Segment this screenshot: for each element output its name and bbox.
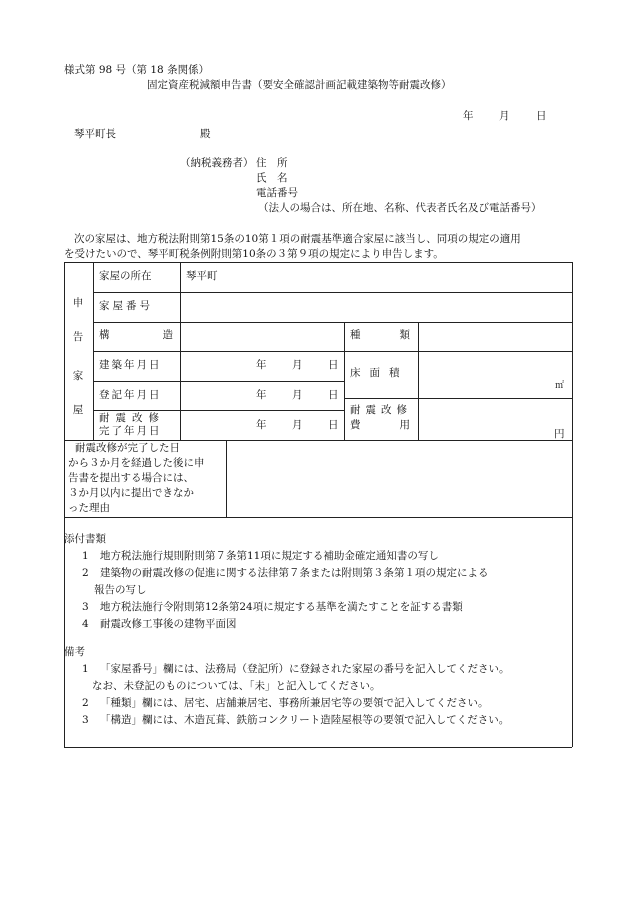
taxpayer-corporate-note: （法人の場合は、所在地、名称、代表者氏名及び電話番号） [258,202,542,214]
attachments-heading: 添付書類 [64,533,106,545]
date-month: 月 [499,110,510,122]
intro-text-line1: 次の家屋は、地方税法附則第15条の10第１項の耐震基準適合家屋に該当し、同項の規定の適用 [74,233,521,245]
remark-item: 1 「家屋番号」欄には、法務局（登記所）に登録された家屋の番号を記入してください。 [82,663,510,675]
type-label: 種 類 [350,329,410,341]
declared-house-side-label: 申 告 家 屋 [72,297,84,416]
form-number: 様式第 98 号（第 18 条関係） [64,64,210,76]
attachment-item: 1 地方税法施行規則附則第７条第11項に規定する補助金確定通知書の写し [82,550,439,562]
built-date-label: 建築年月日 [99,359,162,371]
retrofit-cost-unit: 円 [554,428,565,440]
remark-item: 2 「種類」欄には、居宅、店舗兼居宅、事務所兼居宅等の要領で記入してください。 [82,697,489,709]
retrofit-date-year: 年 [256,419,267,431]
attachment-item: 3 地方税法施行令附則第12条第24項に規定する基準を満たすことを証する書類 [82,601,463,613]
registered-date-month: 月 [292,389,303,401]
location-label: 家屋の所在 [99,270,152,282]
taxpayer-name-label: 氏 名 [256,172,288,184]
built-date-day: 日 [328,359,339,371]
retrofit-date-label-line1: 耐震改修 [99,412,165,424]
remark-item: 3 「構造」欄には、木造瓦葺、鉄筋コンクリート造陸屋根等の要領で記入してください。 [82,714,510,726]
registered-date-day: 日 [328,389,339,401]
attachment-item: 4 耐震改修工事後の建物平面図 [82,618,237,630]
date-year: 年 [463,110,474,122]
side-label-last: 屋 [72,404,84,416]
floor-area-unit: ㎡ [555,381,565,391]
registered-date-year: 年 [256,389,267,401]
addressee-honorific: 殿 [200,128,211,140]
attachment-item: 2 建築物の耐震改修の促進に関する法律第７条または附則第３条第１項の規定による [82,567,489,579]
attachments-section [64,531,572,633]
taxpayer-address-label: 住 所 [256,157,288,169]
house-number-label: 家屋番号 [99,300,153,312]
intro-text-line2: を受けたいので、琴平町税条例附則第10条の３第９項の規定により申告します。 [64,248,444,260]
built-date-year: 年 [256,359,267,371]
retrofit-date-day: 日 [328,419,339,431]
date-day: 日 [536,110,547,122]
remark-item-continuation: なお、未登記のものについては、「未」と記入してください。 [92,680,381,692]
addressee-name: 琴平町長 [74,128,116,140]
taxpayer-label: （納税義務者） [180,157,254,169]
registered-date-label: 登記年月日 [99,389,162,401]
attachment-item-continuation: 報告の写し [94,584,147,596]
remarks-section [64,644,572,729]
retrofit-cost-label-line2: 費 用 [350,419,410,431]
form-title: 固定資産税減額申告書（要安全確認計画記載建築物等耐震改修） [147,79,452,91]
remarks-heading: 備考 [64,646,85,658]
retrofit-date-month: 月 [292,419,303,431]
floor-area-label: 床面積 [350,367,409,379]
structure-label: 構 造 [99,329,173,341]
taxpayer-phone-label: 電話番号 [256,187,298,199]
built-date-month: 月 [292,359,303,371]
retrofit-date-label-line2: 完了年月日 [99,425,162,437]
location-value: 琴平町 [186,270,218,282]
retrofit-cost-label-line1: 耐震改修 [350,404,412,416]
